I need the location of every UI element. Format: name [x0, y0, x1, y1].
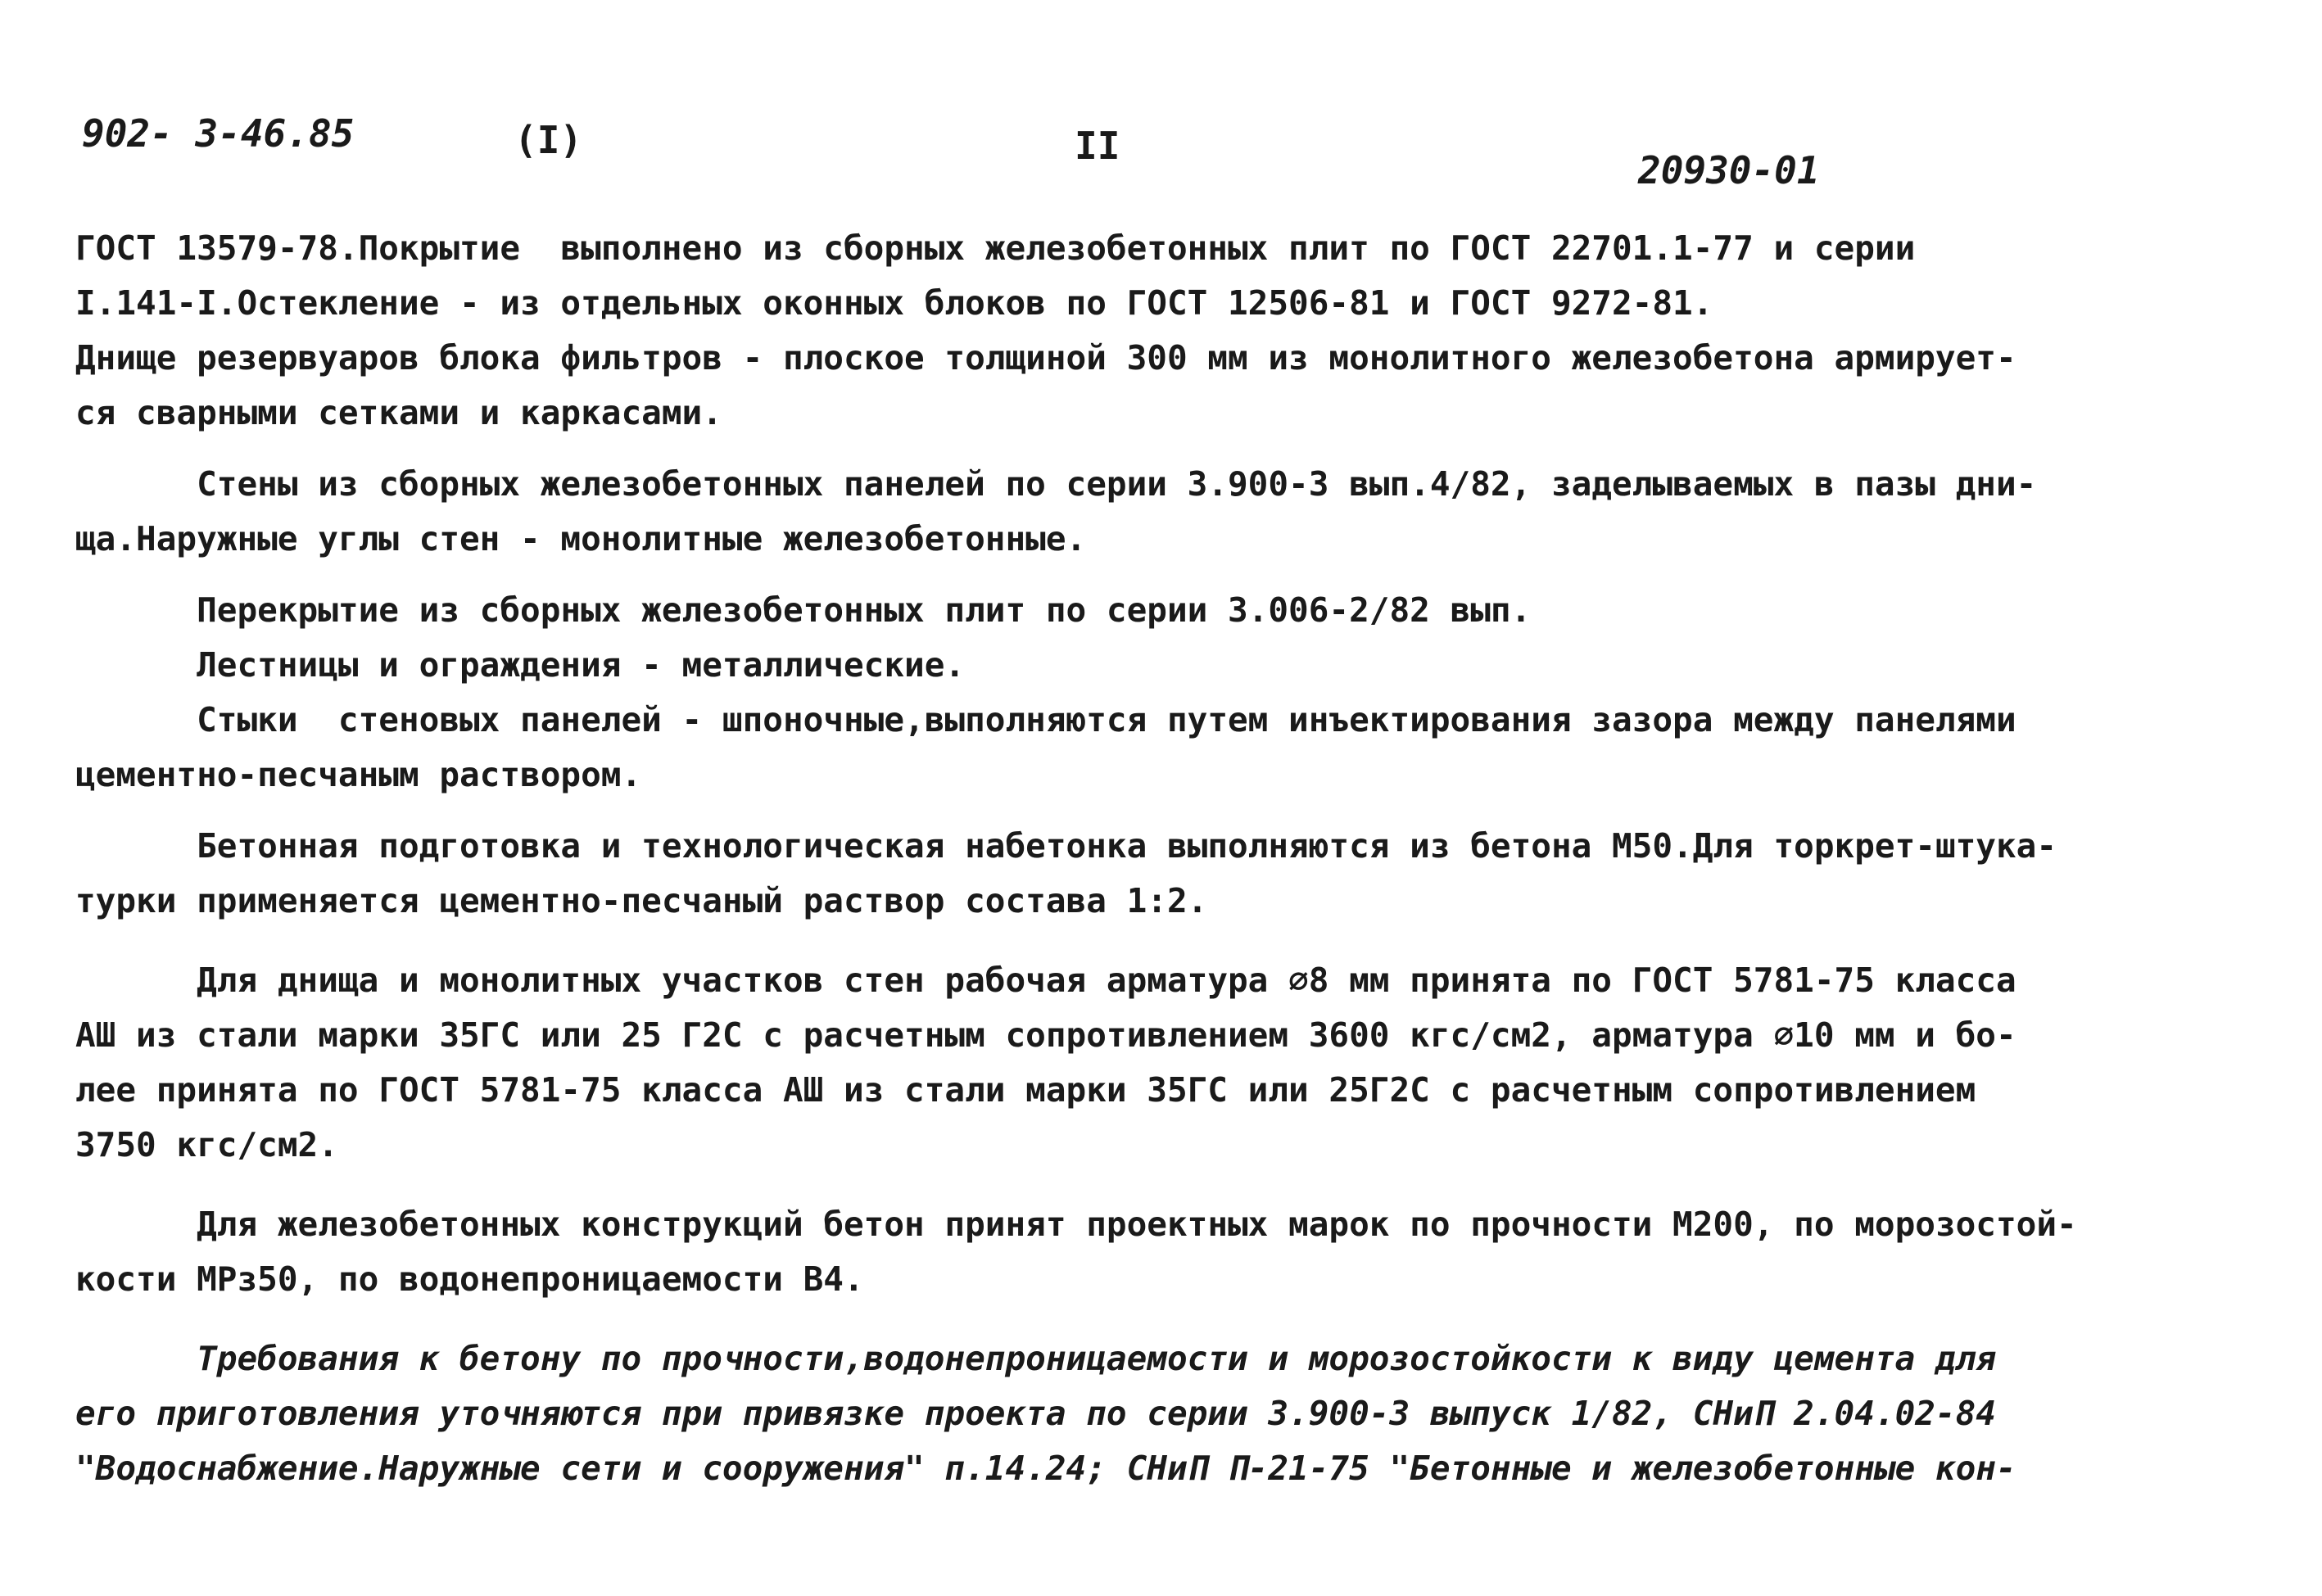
page-number: II [1075, 124, 1120, 168]
paragraph-tank-bottom: Днище резервуаров блока фильтров - плоское толщиной 300 мм из монолитного железобетона армирует- ся сварными сетками и каркасами. [75, 338, 2016, 432]
paragraph-concrete-prep: Бетонная подготовка и технологическая набетонка выполняются из бетона М50.Для торкрет-штука- турки применяется цементно-песчаный раствор состава 1:2. [75, 826, 2057, 920]
paragraph-reinforcement: Для днища и монолитных участков стен рабочая арматура ∅8 мм принята по ГОСТ 5781-75 класса АШ из стали марки 35ГС или 25 Г2С с расчетным сопротивлением 3600 кгс/см2, арматура ∅10 мм и бо- лее принята по ГОСТ 5781-75 класса АШ из стали марки 35ГС или 25Г2С с расчетным сопротивлением 3750 кгс/см2. [75, 961, 2016, 1164]
document-body [75, 221, 2287, 1496]
paragraph-walls: Стены из сборных железобетонных панелей по серии 3.900-3 вып.4/82, заделываемых в пазы дни- ща.Наружные углы стен - монолитные железобетонные. [75, 464, 2037, 558]
paragraph-roof: ГОСТ 13579-78.Покрытие выполнено из сборных железобетонных плит по ГОСТ 22701.1-77 и серии I.141-I.Остекление - из отдельных оконных блоков по ГОСТ 12506-81 и ГОСТ 9272-81. [75, 228, 1916, 323]
paragraph-concrete-grades: Для железобетонных конструкций бетон принят проектных марок по прочности М200, по морозостой- кости МРз50, по водонепроницаемости В4. [75, 1205, 2077, 1299]
paragraph-floor-slab: Перекрытие из сборных железобетонных плит по серии 3.006-2/82 вып. [75, 590, 1532, 630]
paragraph-joints: Стыки стеновых панелей - шпоночные,выполняются путем инъектирования зазора между панелями цементно-песчаным раствором. [75, 700, 2016, 794]
document-part: (I) [514, 118, 583, 162]
paragraph-stairs: Лестницы и ограждения - металлические. [75, 645, 966, 685]
document-code: 902- 3-46.85 [82, 111, 355, 156]
document-number: 20930-01 [1638, 148, 1820, 192]
paragraph-concrete-requirements: Требования к бетону по прочности,водонепроницаемости и морозостойкости к виду цемента для его приготовления уточняются при привязке проекта по серии 3.900-3 выпуск 1/82, СНиП 2.04.02-84 "Водоснабжение.Наружные сети и сооружения" п.14.24; СНиП П-21-75 "Бетонные и железобетонные кон- [75, 1339, 2016, 1488]
